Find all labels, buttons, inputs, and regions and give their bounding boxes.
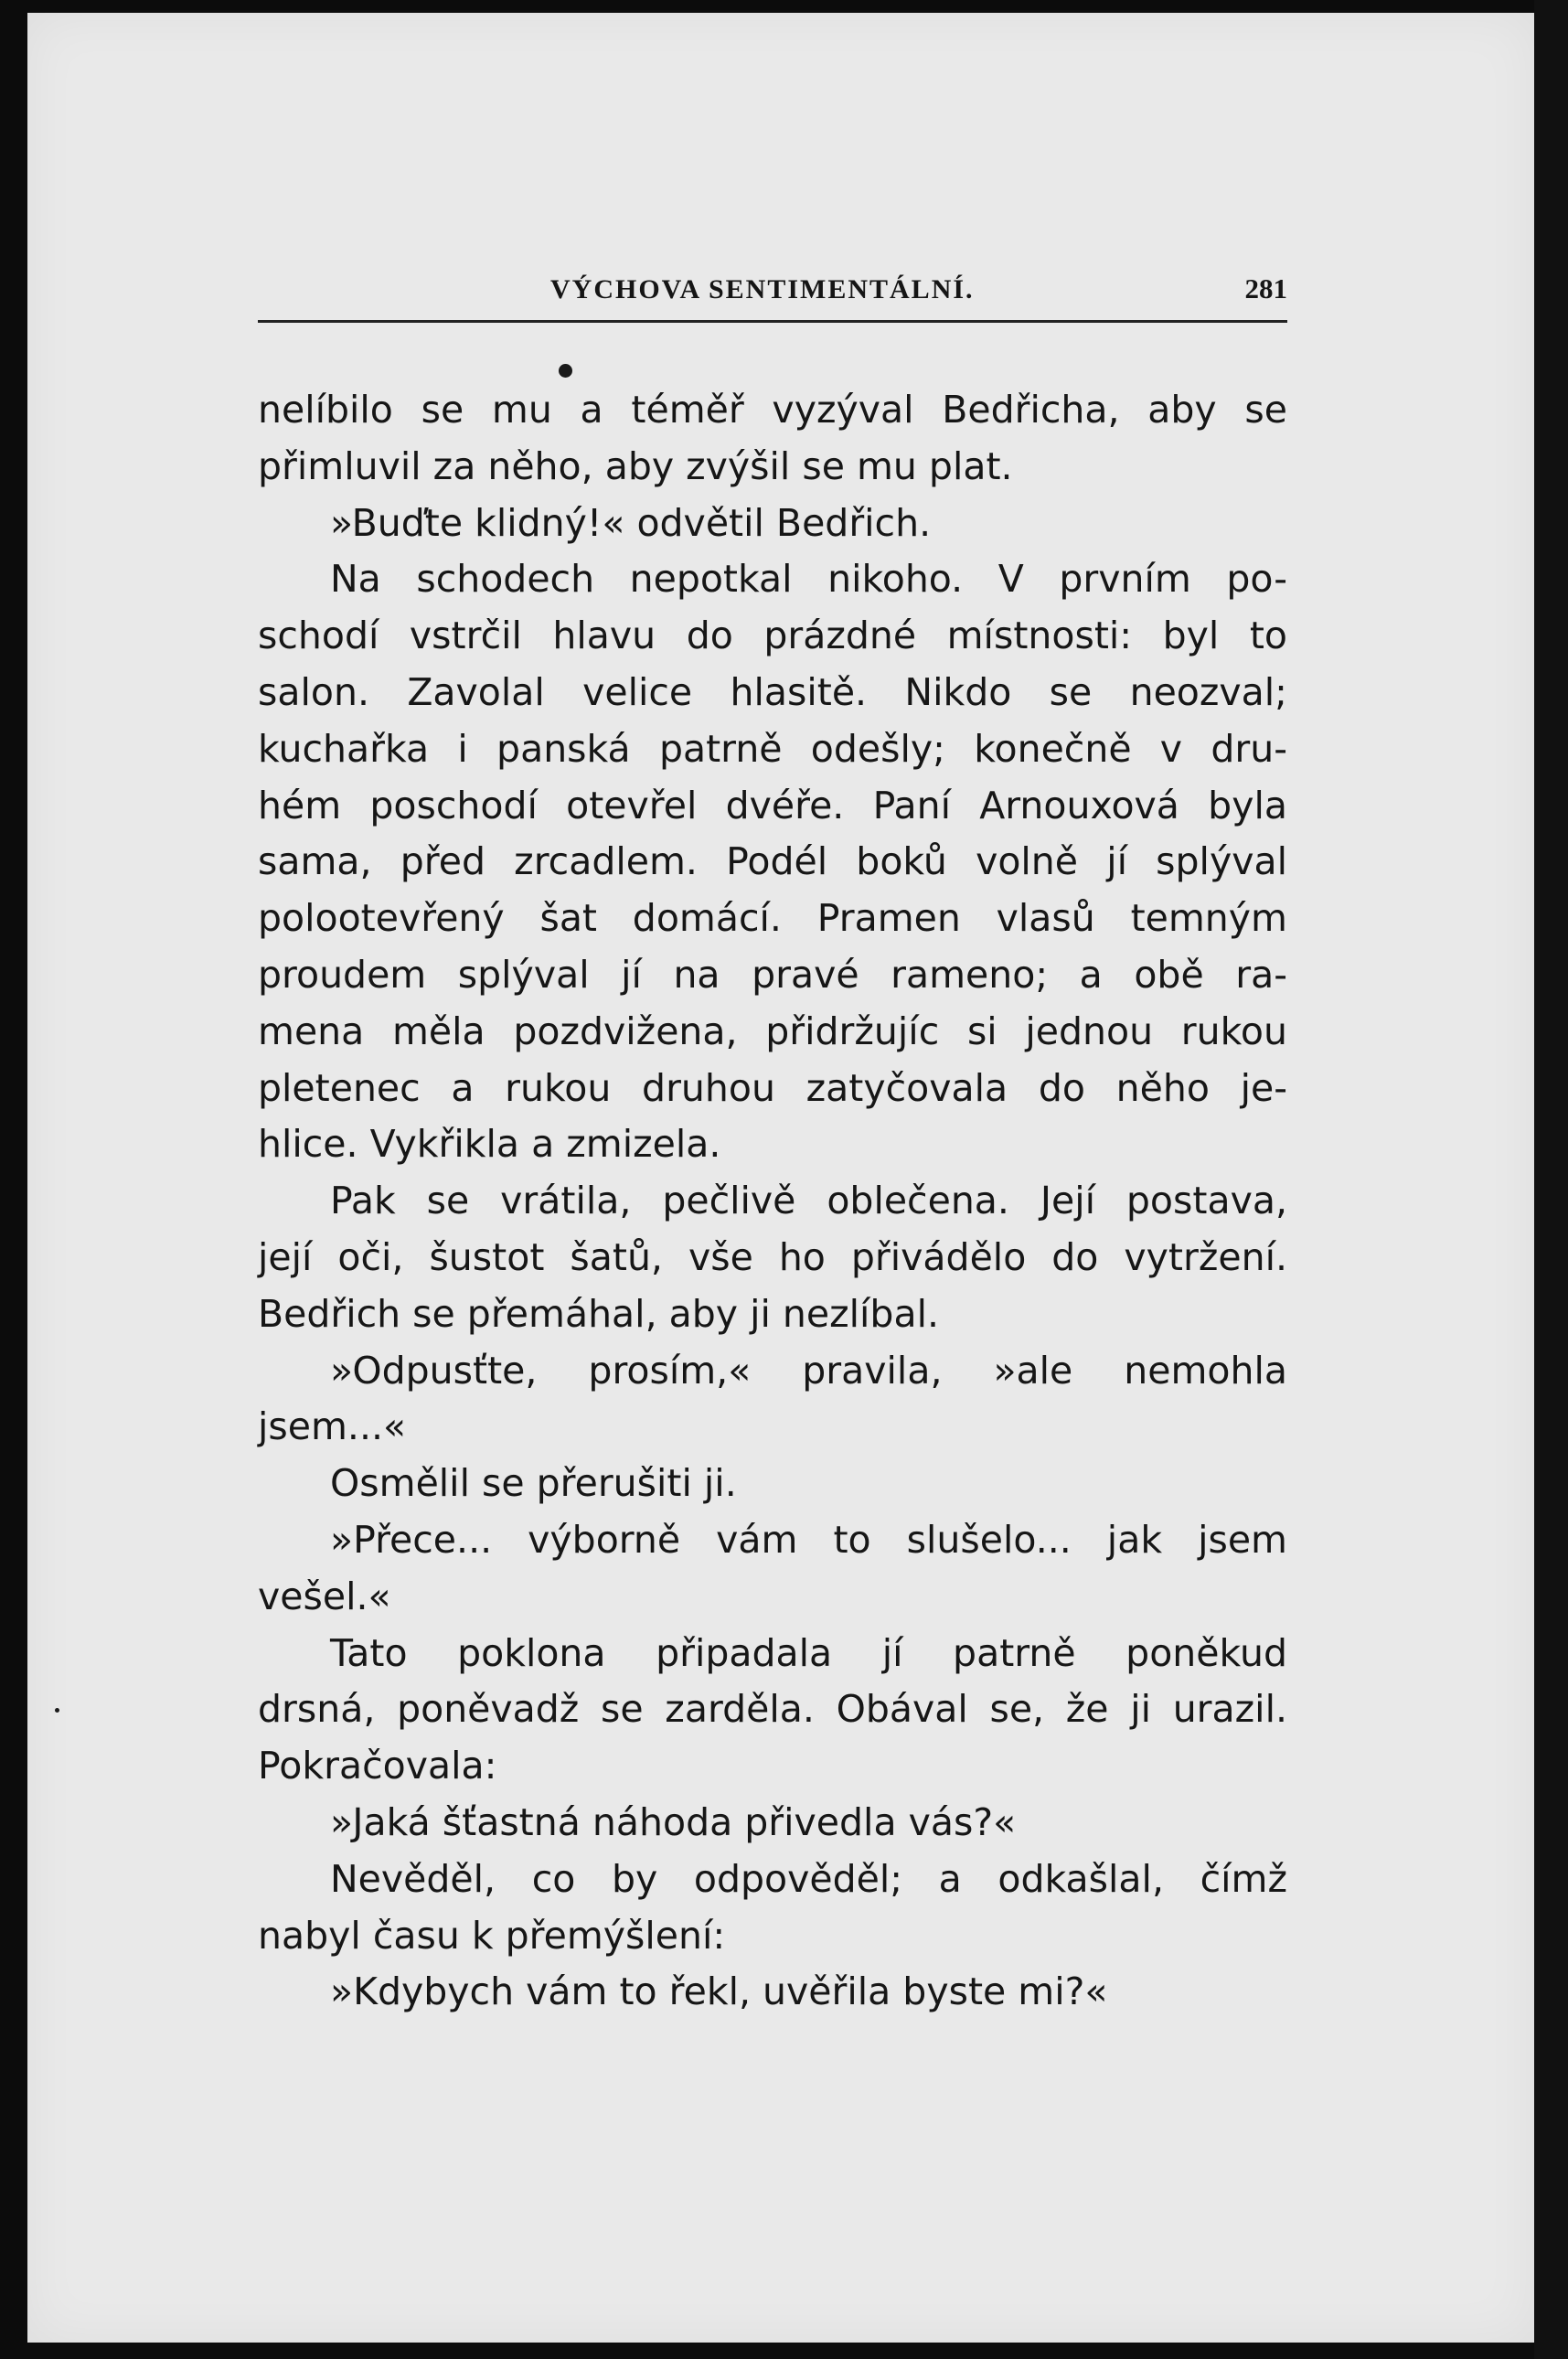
page-number: 281 <box>1244 272 1287 304</box>
text-line: přimluvil za něho, aby zvýšil se mu plat. <box>258 443 1013 488</box>
text-line: schodí vstrčil hlavu do prázdné místnosti: byl to <box>258 614 1287 658</box>
text-line: »Kdybych vám to řekl, uvěřila byste mi?« <box>330 1969 1108 2014</box>
text-line: drsná, poněvadž se zarděla. Obával se, že ji urazil. <box>258 1687 1287 1732</box>
text-line: pletenec a rukou druhou zatyčovala do něho je- <box>258 1065 1287 1110</box>
text-line: Nevěděl, co by odpověděl; a odkašlal, čímž <box>330 1856 1287 1901</box>
text-line: Tato poklona připadala jí patrně poněkud <box>330 1630 1287 1675</box>
text-line: nelíbilo se mu a téměř vyzýval Bedřicha, aby se <box>258 388 1287 432</box>
text-line: její oči, šustot šatů, vše ho přivádělo do vytržení. <box>258 1234 1287 1279</box>
text-line: nabyl času k přemýšlení: <box>258 1913 726 1958</box>
text-line: proudem splýval jí na pravé rameno; a obě ra- <box>258 952 1287 997</box>
text-line: salon. Zavolal velice hlasitě. Nikdo se neozval; <box>258 669 1287 714</box>
text-line: »Přece... výborně vám to slušelo... jak jsem <box>330 1517 1287 1562</box>
ink-speck <box>55 1708 59 1713</box>
running-title: VÝCHOVA SENTIMENTÁLNÍ. <box>550 274 975 304</box>
text-line: »Buďte klidný!« odvětil Bedřich. <box>330 500 932 545</box>
text-line: »Jaká šťastná náhoda přivedla vás?« <box>330 1799 1017 1844</box>
text-line: Osmělil se přerušiti ji. <box>330 1461 737 1506</box>
text-line: »Odpusťte, prosím,« pravila, »ale nemohla <box>330 1348 1287 1393</box>
text-line: Pak se vrátila, pečlivě oblečena. Její postava, <box>330 1179 1287 1223</box>
text-line: Bedřich se přemáhal, aby ji nezlíbal. <box>258 1291 939 1336</box>
text-line: polootevřený šat domácí. Pramen vlasů temným <box>258 896 1287 941</box>
body-text <box>258 382 1287 2021</box>
text-line: kuchařka i panská patrně odešly; konečně v dru- <box>258 726 1287 771</box>
header-rule <box>258 320 1287 323</box>
text-line: hlice. Vykřikla a zmizela. <box>258 1122 721 1167</box>
text-line: vešel.« <box>258 1574 391 1618</box>
text-line: sama, před zrcadlem. Podél boků volně jí splýval <box>258 839 1287 884</box>
running-head <box>258 271 1287 326</box>
text-line: hém poschodí otevřel dvéře. Paní Arnouxová byla <box>258 783 1287 827</box>
scan-edge <box>1534 0 1568 2359</box>
ink-speck <box>559 364 572 378</box>
text-line: jsem...« <box>258 1404 407 1449</box>
text-line: Na schodech nepotkal nikoho. V prvním po- <box>330 557 1287 602</box>
text-line: Pokračovala: <box>258 1744 497 1788</box>
text-line: mena měla pozdvižena, přidržujíc si jednou rukou <box>258 1009 1287 1053</box>
